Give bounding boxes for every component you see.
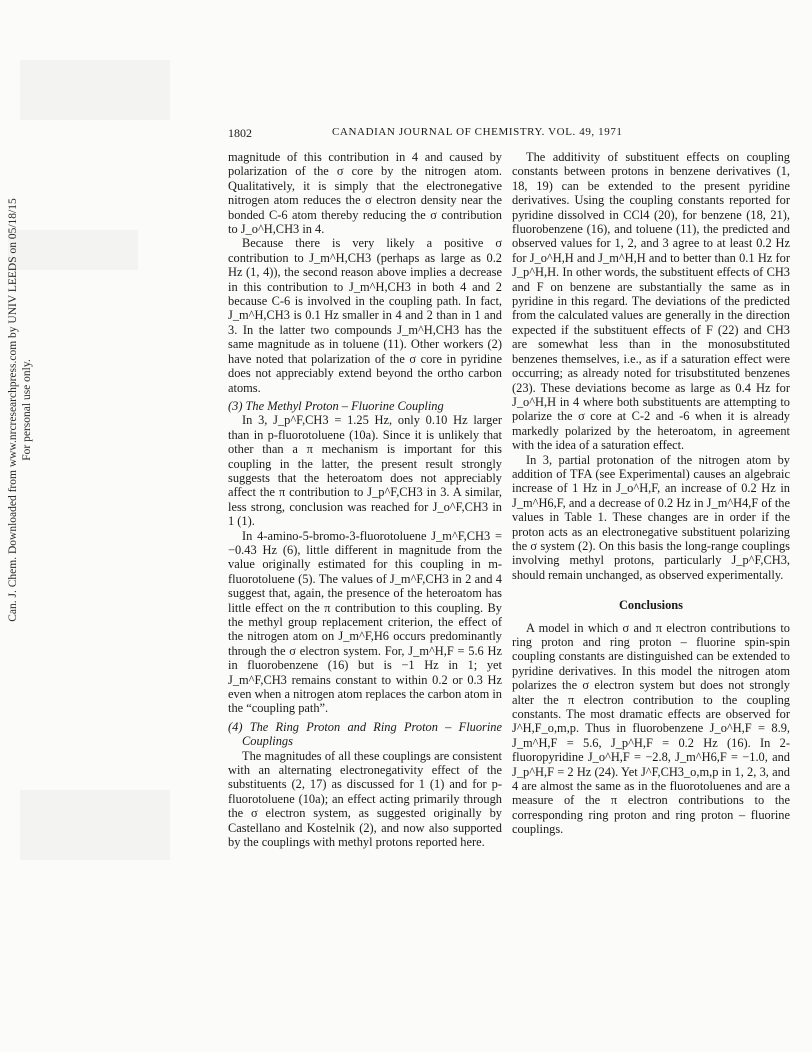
paragraph: A model in which σ and π electron contributions to ring proton and ring proton – fluorine spin-spin coupling constants are distinguished can be extended to pyridine derivatives. In this model the nitrogen atom polarizes the σ electron system but does not strongly alter the π electron contribution to the coupling constants. The most dramatic effects are observed for J^H,F_o,m,p. Thus in fluorobenzene J_o^H,F = 8.9, J_m^H,F = 5.6, J_p^H,F = 0.2 Hz (16). In 2-fluoropyridine J_o^H,F = −2.8, J_m^H6,F = −1.0, and J_p^H,F = 2 Hz (24). Yet J^F,CH3_o,m,p in 1, 2, 3, and 4 are almost the same as in the fluorotoluenes and are a measure of the π electron contributions to the corresponding ring proton and ring proton – fluorine couplings. xyxy=(512,620,790,837)
paragraph: magnitude of this contribution in 4 and caused by polarization of the σ core by the nitrogen atom. Qualitatively, it is simply that the electronegative nitrogen atom reduces the σ electron density near the bonded C-6 atom thereby reducing the σ contribution to J_o^H,CH3 in 4. xyxy=(228,150,502,237)
download-watermark xyxy=(6,100,36,720)
scan-smudge xyxy=(20,790,170,860)
paragraph: The magnitudes of all these couplings are consistent with an alternating electronegativity effect of the substituents (2, 17) as discussed for 1 (1) and for p-fluorotoluene (10a); an effect acting primarily through the σ electron system, as suggested originally by Castellano and Kostelnik (2), and now also supported by the couplings with methyl protons reported here. xyxy=(228,748,502,850)
journal-title: CANADIAN JOURNAL OF CHEMISTRY. VOL. 49, 1971 xyxy=(332,126,623,138)
paragraph: In 4-amino-5-bromo-3-fluorotoluene J_m^F,CH3 = −0.43 Hz (6), little different in magnitude from the value originally estimated for this coupling in m-fluorotoluene (5). The values of J_m^F,CH3 in 2 and 4 suggest that, again, the presence of the heteroatom has little effect on the π contribution to this coupling. By the methyl group replacement criterion, the effect of the nitrogen atom on J_m^F,H6 occurs predominantly through the σ electron system. For, J_m^H,F = 5.6 Hz in fluorobenzene (16) but is −1 Hz in 1; yet J_m^F,CH3 remains constant to within 0.2 or 0.3 Hz even when a nitrogen atom replaces the carbon atom in the “coupling path”. xyxy=(228,528,502,716)
page-number: 1802 xyxy=(228,126,252,140)
paragraph: In 3, J_p^F,CH3 = 1.25 Hz, only 0.10 Hz larger than in p-fluorotoluene (10a). Since it is unlikely that other than a π mechanism is important for this coupling in the latter, the present result strongly suggests that the heteroatom does not appreciably affect the π contribution to J_p^F,CH3 in 3. A similar, less strong, conclusion was reached for J_o^F,CH3 in 1 (1). xyxy=(228,413,502,529)
section-heading: (3) The Methyl Proton – Fluorine Coupling xyxy=(228,398,444,413)
watermark-line-2: For personal use only. xyxy=(21,359,33,461)
conclusions-heading: Conclusions xyxy=(618,598,684,613)
section-heading: (4) The Ring Proton and Ring Proton – Fluorine Couplings xyxy=(228,719,502,749)
right-column xyxy=(512,150,790,837)
running-header xyxy=(228,126,792,142)
paragraph: Because there is very likely a positive σ contribution to J_m^H,CH3 (perhaps as large as 0.2 Hz (1, 4)), the second reason above implies a decrease in this contribution to J_m^H,CH3 in both 4 and 2 because C-6 is involved in the coupling path. In fact, J_m^H,CH3 is 0.1 Hz smaller in 4 and 2 than in 1 and 3. In the latter two compounds J_m^H,CH3 has the same magnitude as in toluene (11). Other workers (2) have noted that polarization of the σ core in pyridine does not appreciably extend beyond the ortho carbon atoms. xyxy=(228,236,502,395)
watermark-line-1: Can. J. Chem. Downloaded from www.nrcresearchpress.com by UNIV LEEDS on 05/18/15 xyxy=(7,198,19,622)
scan-smudge xyxy=(20,60,170,120)
paragraph: In 3, partial protonation of the nitrogen atom by addition of TFA (see Experimental) causes an algebraic increase of 1 Hz in J_o^H,F, an increase of 0.2 Hz in J_m^H6,F, and a decrease of 0.2 Hz in J_m^H4,F of the values in Table 1. These changes are in order if the proton acts as an electronegative substituent polarizing the σ system (2). On this basis the long-range couplings involving methyl protons, particularly J_p^F,CH3, should remain unchanged, as observed experimentally. xyxy=(512,452,790,582)
paragraph: The additivity of substituent effects on coupling constants between protons in benzene derivatives (1, 18, 19) can be extended to the present pyridine derivatives. Using the coupling constants reported for pyridine dissolved in CCl4 (20), for benzene (18, 21), fluorobenzene (16), and toluene (11), the predicted and observed values for 1, 2, and 3 agree to at least 0.2 Hz for J_o^H,H and J_m^H,H and to better than 0.1 Hz for J_p^H,H. In other words, the substituent effects of CH3 and F on benzene are substantially the same as in pyridine in this regard. The deviations of the predicted from the calculated values are generally in the direction expected if the substituent effects of F (22) and CH3 are somewhat less than in the monosubstituted benzenes themselves, i.e., as if a saturation effect were occurring; as already noted for trisubstituted benzenes (23). These deviations become as large as 0.4 Hz for J_o^H,H in 4 where both substituents are attempting to polarize the σ core at C-2 and -6 when it is already markedly polarized by the heteroatom, in agreement with the idea of a saturation effect. xyxy=(512,150,790,453)
left-column xyxy=(228,150,502,850)
